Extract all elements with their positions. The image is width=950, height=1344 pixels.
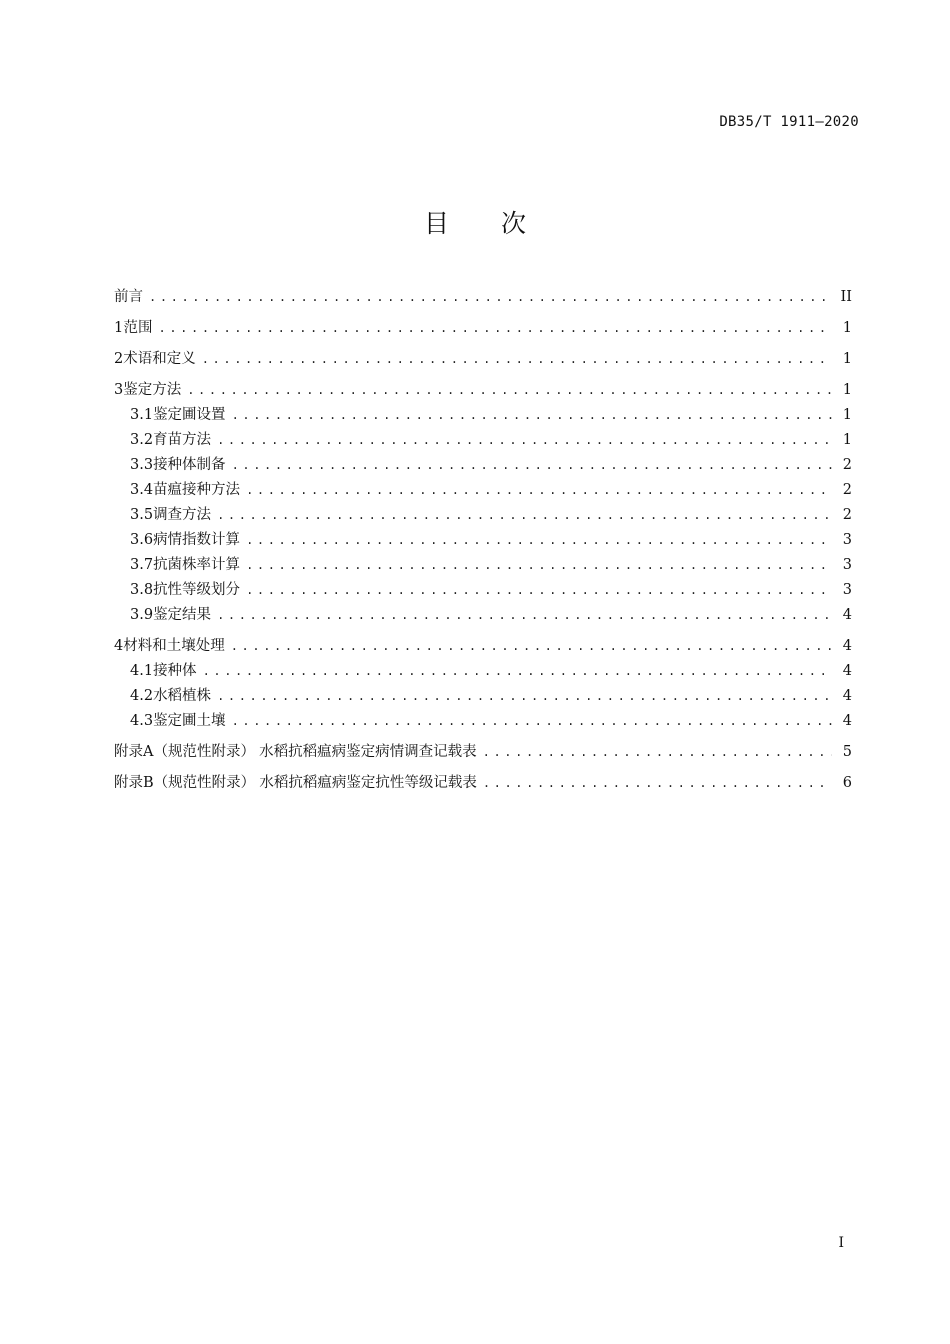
toc-entry-label: 鉴定方法 xyxy=(123,382,182,398)
toc-leader-dots xyxy=(187,378,832,402)
toc-entry-label: 育苗方法 xyxy=(153,432,212,448)
toc-title-part1: 目 xyxy=(423,209,449,238)
toc-entry-label: 抗菌株率计算 xyxy=(153,557,241,573)
toc-entry-number: 4 xyxy=(114,638,124,654)
toc-leader-dots xyxy=(246,553,832,577)
toc-entry-page: 3 xyxy=(842,557,852,573)
toc-entry-label: 术语和定义 xyxy=(123,351,196,367)
toc-entry-number: 3.4 xyxy=(130,482,154,498)
toc-entry-label: 鉴定圃土壤 xyxy=(153,713,226,729)
toc-entry-page: 2 xyxy=(842,457,852,473)
toc-entry[interactable] xyxy=(114,285,852,309)
toc-entry[interactable] xyxy=(114,528,852,552)
toc-entry-label: 调查方法 xyxy=(153,507,212,523)
toc-entry-page: 2 xyxy=(842,507,852,523)
toc-leader-dots xyxy=(217,428,832,452)
toc-leader-dots xyxy=(231,634,832,658)
toc-leader-dots xyxy=(232,453,832,477)
toc-entry[interactable] xyxy=(114,428,852,452)
toc-entry-label: 接种体制备 xyxy=(153,457,226,473)
toc-entry-number: 4.3 xyxy=(130,713,154,729)
toc-entry-page: 3 xyxy=(842,582,852,598)
toc-entry-label: 抗性等级划分 xyxy=(153,582,241,598)
toc-entry[interactable] xyxy=(114,684,852,708)
toc-entry[interactable] xyxy=(114,453,852,477)
toc-entry-subtitle: 水稻抗稻瘟病鉴定抗性等级记载表 xyxy=(259,775,477,791)
toc-entry[interactable] xyxy=(114,634,852,658)
toc-entry-number: 3.8 xyxy=(130,582,154,598)
toc-entry[interactable] xyxy=(114,316,852,340)
toc-entry-subtitle: 水稻抗稻瘟病鉴定病情调查记载表 xyxy=(259,744,477,760)
toc-entry-label: 鉴定结果 xyxy=(153,607,212,623)
toc-entry[interactable] xyxy=(114,403,852,427)
toc-leader-dots xyxy=(217,684,832,708)
toc-entry-label: 材料和土壤处理 xyxy=(123,638,225,654)
toc-leader-dots xyxy=(159,316,832,340)
toc-leader-dots xyxy=(483,771,832,795)
toc-entry-page: 6 xyxy=(842,775,852,791)
toc-entry[interactable] xyxy=(114,709,852,733)
toc-entry-page: 1 xyxy=(842,407,852,423)
toc-leader-dots xyxy=(232,709,832,733)
toc-entry-page: 2 xyxy=(842,482,852,498)
toc-entry-page: 4 xyxy=(842,663,852,679)
toc-entry-number: 3.2 xyxy=(130,432,154,448)
toc-entry-number: 3.3 xyxy=(130,457,154,473)
toc-leader-dots xyxy=(203,659,832,683)
toc-entry-page: 4 xyxy=(842,688,852,704)
toc-entry[interactable] xyxy=(114,503,852,527)
toc-entry-number: 3.5 xyxy=(130,507,154,523)
toc-entry-label: 苗瘟接种方法 xyxy=(153,482,241,498)
toc-leader-dots xyxy=(246,478,832,502)
toc-title-part2: 次 xyxy=(501,209,527,238)
toc-entry[interactable] xyxy=(114,553,852,577)
toc-entry-page: 4 xyxy=(842,713,852,729)
toc-entry[interactable] xyxy=(114,659,852,683)
toc-entry[interactable] xyxy=(114,347,852,371)
toc-entry-page: II xyxy=(840,289,852,305)
toc-entry[interactable] xyxy=(114,478,852,502)
toc-title xyxy=(0,204,950,240)
toc-leader-dots xyxy=(217,603,832,627)
toc-leader-dots xyxy=(483,740,832,764)
toc-entry-page: 1 xyxy=(842,382,852,398)
toc-leader-dots xyxy=(246,578,832,602)
toc-entry-number: 3 xyxy=(114,382,124,398)
toc-entry-page: 1 xyxy=(842,320,852,336)
footer-page-number: I xyxy=(838,1235,844,1251)
toc-entry-number: 4.1 xyxy=(130,663,154,679)
toc-entry-number: 1 xyxy=(114,320,124,336)
toc-entry[interactable] xyxy=(114,771,852,795)
toc-entry-page: 5 xyxy=(842,744,852,760)
toc-entry-label: 病情指数计算 xyxy=(153,532,241,548)
toc-entry-label: 范围 xyxy=(123,320,153,336)
document-code: DB35/T 1911—2020 xyxy=(719,114,859,130)
table-of-contents xyxy=(114,285,852,795)
toc-leader-dots xyxy=(246,528,832,552)
toc-entry-number: 3.1 xyxy=(130,407,154,423)
toc-entry-label: 前言 xyxy=(114,289,143,305)
toc-entry-label: 水稻植株 xyxy=(153,688,212,704)
toc-leader-dots xyxy=(149,285,832,309)
toc-leader-dots xyxy=(232,403,832,427)
toc-entry[interactable] xyxy=(114,740,852,764)
toc-entry-label: 附录A（规范性附录） xyxy=(114,744,255,760)
toc-entry[interactable] xyxy=(114,603,852,627)
toc-entry-page: 4 xyxy=(842,607,852,623)
toc-entry-number: 4.2 xyxy=(130,688,154,704)
toc-entry-page: 3 xyxy=(842,532,852,548)
toc-entry-label: 鉴定圃设置 xyxy=(153,407,226,423)
toc-entry-number: 3.6 xyxy=(130,532,154,548)
toc-entry-label: 附录B（规范性附录） xyxy=(114,775,256,791)
toc-entry-page: 4 xyxy=(842,638,852,654)
toc-entry-number: 2 xyxy=(114,351,124,367)
toc-entry-number: 3.9 xyxy=(130,607,154,623)
toc-entry-number: 3.7 xyxy=(130,557,154,573)
toc-leader-dots xyxy=(202,347,832,371)
toc-entry[interactable] xyxy=(114,378,852,402)
toc-leader-dots xyxy=(217,503,832,527)
toc-entry[interactable] xyxy=(114,578,852,602)
toc-entry-label: 接种体 xyxy=(153,663,197,679)
toc-entry-page: 1 xyxy=(842,432,852,448)
toc-entry-page: 1 xyxy=(842,351,852,367)
